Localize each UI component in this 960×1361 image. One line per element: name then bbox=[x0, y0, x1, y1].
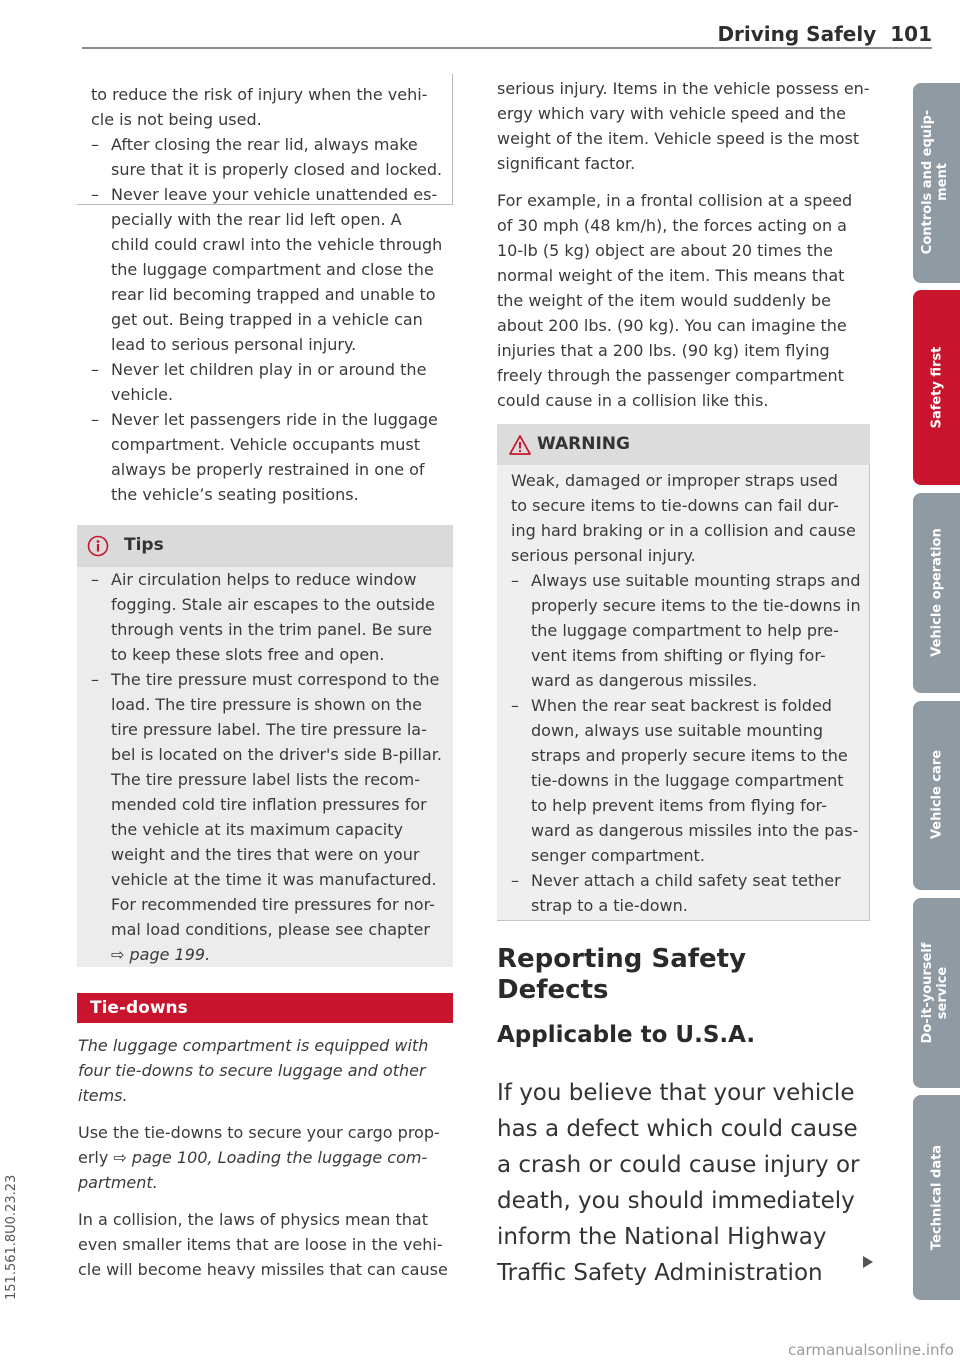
tiedowns-title: Tie-downs bbox=[90, 998, 188, 1018]
list-item: – Air circulation helps to reduce window fogging. Stale air escapes to the outside through vents in the trim panel. Be sure to keep these slots free and open. bbox=[91, 570, 435, 664]
side-tab-label: Do-it-yourself service bbox=[920, 942, 950, 1044]
warning-title: WARNING bbox=[537, 434, 630, 454]
watermark: carmanualsonline.info bbox=[788, 1341, 954, 1359]
page-link[interactable]: ⇨ page 100, Loading the luggage com- partment. bbox=[78, 1148, 428, 1192]
subheading-applicable-usa: Applicable to U.S.A. bbox=[497, 1022, 756, 1048]
left-warning-text bbox=[91, 82, 446, 507]
tiedowns-p1: Use the tie-downs to secure your cargo prop- erly ⇨ page 100, Loading the luggage com- partment. bbox=[78, 1123, 440, 1192]
reporting-body: If you believe that your vehicle has a defect which could cause a crash or could cause injury or death, you should immediately inform the National Highway Traffic Safety Administration bbox=[497, 1080, 860, 1286]
tiedowns-p2: In a collision, the laws of physics mean that even smaller items that are loose in the vehi- cle will become heavy missiles that can cause bbox=[78, 1210, 448, 1279]
side-tab-do-it-yourself-service[interactable] bbox=[913, 898, 960, 1088]
right-column-text bbox=[497, 76, 872, 413]
paragraph: For example, in a frontal collision at a speed of 30 mph (48 km/h), the forces acting on a 10-lb (5 kg) object are about 20 times the normal weight of the item. This means that the weight of the item would suddenly be about 200 lbs. (90 kg). You can imagine the injuries that a 200 lbs. (90 kg) item flying freely through the passenger compartment could cause in a collision like this. bbox=[497, 191, 853, 410]
warning-continued-intro: to reduce the risk of injury when the vehi- cle is not being used. bbox=[91, 85, 428, 129]
side-tab-vehicle-care[interactable] bbox=[913, 701, 960, 890]
list-item: – Never let passengers ride in the luggage compartment. Vehicle occupants must always be properly restrained in one of the vehicle’s seating positions. bbox=[91, 410, 438, 504]
warning-text bbox=[511, 468, 866, 918]
warning-header bbox=[497, 424, 870, 465]
section-header-tiedowns bbox=[77, 993, 453, 1023]
page-number: 101 bbox=[890, 22, 932, 46]
side-tab-vehicle-operation[interactable] bbox=[913, 493, 960, 693]
list-item: – Never attach a child safety seat tether strap to a tie-down. bbox=[511, 871, 841, 915]
side-tab-label: Controls and equip- ment bbox=[920, 109, 950, 255]
header-rule bbox=[82, 47, 932, 49]
side-tab-technical-data[interactable] bbox=[913, 1095, 960, 1300]
side-tab-controls-and-equipment[interactable] bbox=[913, 83, 960, 283]
side-tab-label: Vehicle care bbox=[929, 749, 945, 840]
side-tab-label: Technical data bbox=[929, 1144, 945, 1251]
side-tab-label: Safety first bbox=[929, 346, 945, 429]
continue-arrow-icon bbox=[862, 1255, 874, 1269]
side-tab-safety-first[interactable] bbox=[913, 290, 960, 485]
paragraph: serious injury. Items in the vehicle possess en- ergy which vary with vehicle speed and the weight of the item. Vehicle speed is the most significant factor. bbox=[497, 79, 870, 173]
list-item: – Never let children play in or around the vehicle. bbox=[91, 360, 427, 404]
tips-text bbox=[91, 567, 446, 967]
page-link[interactable]: ⇨ page 199. bbox=[111, 945, 211, 964]
warning-triangle-icon bbox=[509, 435, 531, 455]
list-item: – When the rear seat backrest is folded down, always use suitable mounting straps and properly secure items to the tie-downs in the luggage compartment to help prevent items from flying for- ward as dangerous missiles into the pas- senger compartment. bbox=[511, 696, 859, 865]
list-item: – After closing the rear lid, always make sure that it is properly closed and locked. bbox=[91, 135, 443, 179]
list-item: – Never leave your vehicle unattended es- pecially with the rear lid left open. A child could crawl into the vehicle through the luggage compartment and close the rear lid becoming trapped and unable to get out. Being trapped in a vehicle can lead to serious personal injury. bbox=[91, 185, 443, 354]
tiedowns-intro: The luggage compartment is equipped with four tie-downs to secure luggage and other items. bbox=[78, 1036, 429, 1105]
tips-title: Tips bbox=[124, 535, 164, 555]
warning-intro: Weak, damaged or improper straps used to secure items to tie-downs can fail dur- ing hard braking or in a collision and cause serious personal injury. bbox=[511, 471, 856, 565]
list-item: – Always use suitable mounting straps and properly secure items to the tie-downs in the luggage compartment to help pre- vent items from shifting or flying for- ward as dangerous missiles. bbox=[511, 571, 861, 690]
heading-reporting-safety-defects: Reporting Safety Defects bbox=[497, 944, 747, 1005]
running-header bbox=[717, 22, 932, 46]
tiedowns-text bbox=[78, 1033, 450, 1282]
info-icon bbox=[87, 535, 109, 557]
document-code: 151.561.8U0.23.23 bbox=[4, 1174, 19, 1300]
side-tab-label: Vehicle operation bbox=[929, 528, 945, 657]
tips-header bbox=[77, 525, 453, 567]
section-title: Driving Safely bbox=[717, 22, 877, 46]
list-item: – The tire pressure must correspond to the load. The tire pressure is shown on the tire pressure label. The tire pressure la- bel is located on the driver's side B-pillar. The tire pressure label lists the recom- mended cold tire inflation pressures for the vehicle at its maximum capacity weight and the tires that were on your vehicle at the time it was manufactured. For recommended tire pressures for nor- mal load conditions, please see chapter ⇨ page 199. bbox=[91, 670, 442, 964]
